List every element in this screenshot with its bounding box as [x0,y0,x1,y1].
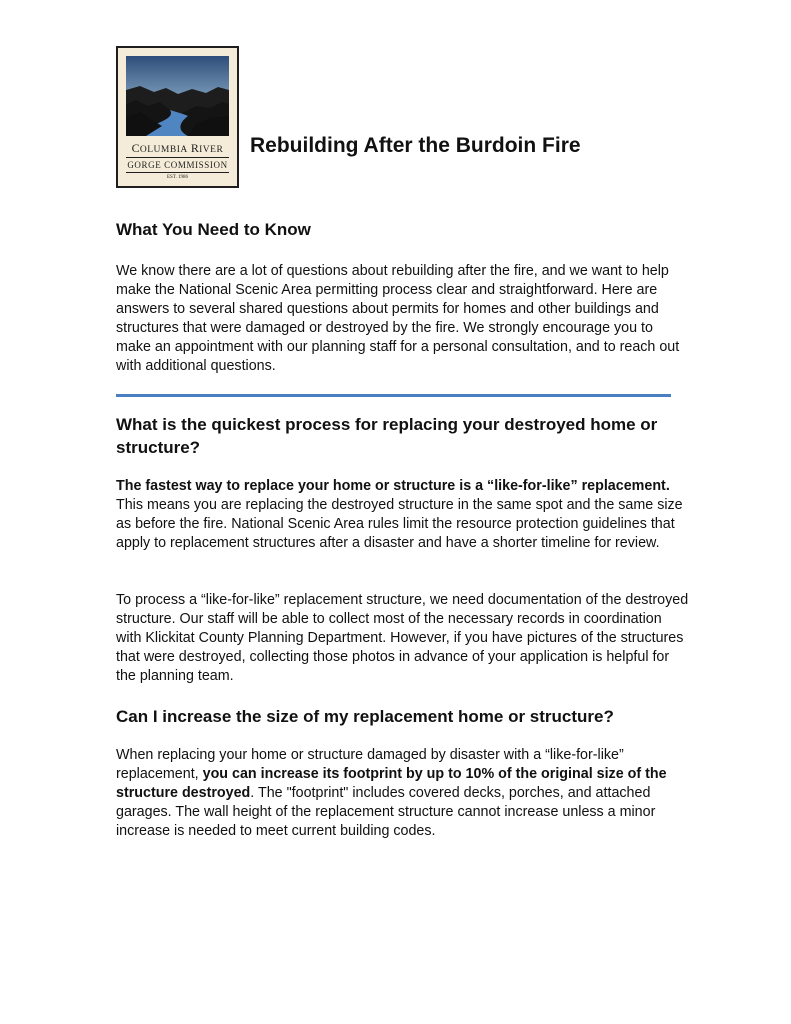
footprint-emphasis: you can increase its footprint by up to 10% of the original size of the structure destroyed [116,766,667,801]
section-heading-quickest-process: What is the quickest process for replacing your destroyed home or structure? [116,415,658,457]
footprint-text-start: When replacing your home or structure damaged by disaster with a “like-for-like” replacement, [116,747,624,782]
commission-logo [116,46,239,188]
footprint-text-rest: . The "footprint" includes covered decks, porches, and attached garages. The wall height of the replacement structure cannot increase unless a minor increase is needed to meet current building codes. [116,785,656,839]
logo-rule [126,172,229,173]
like-for-like-text: This means you are replacing the destroyed structure in the same spot and the same size as before the fire. National Scenic Area rules limit the resource protection guidelines that apply to replacement structures after a disaster and have a shorter timeline for review. [116,497,683,551]
footprint-paragraph [116,746,691,841]
like-for-like-emphasis: The fastest way to replace your home or structure is a “like-for-like” replacement. [116,478,670,494]
section-heading-increase-size: Can I increase the size of my replacement home or structure? [116,707,614,726]
documentation-paragraph: To process a “like-for-like” replacement structure, we need documentation of the destroyed structure. Our staff will be able to collect most of the necessary records in coordination with Klickitat County Planning Department. However, if you have pictures of the structures that were destroyed, collecting those photos in advance of your application is helpful for the planning team. [116,592,689,684]
section-divider [116,394,671,397]
page-title: Rebuilding After the Burdoin Fire [250,134,581,157]
section-heading-what-you-need-to-know: What You Need to Know [116,220,311,239]
river-gorge-illustration [126,56,229,136]
logo-established: EST. 1986 [166,175,189,180]
logo-name-line1: COLUMBIA RIVER [131,141,224,155]
like-for-like-paragraph [116,477,691,553]
logo-rule [126,157,229,158]
intro-paragraph: We know there are a lot of questions about rebuilding after the fire, and we want to help make the National Scenic Area permitting process clear and straightforward. Here are answers to several shared questions about permits for homes and other buildings and structures that were damaged or destroyed by the fire. We strongly encourage you to make an appointment with our planning staff for a personal consultation, and to reach out with additional questions. [116,263,680,374]
logo-name-line2: GORGE COMMISSION [127,160,228,170]
